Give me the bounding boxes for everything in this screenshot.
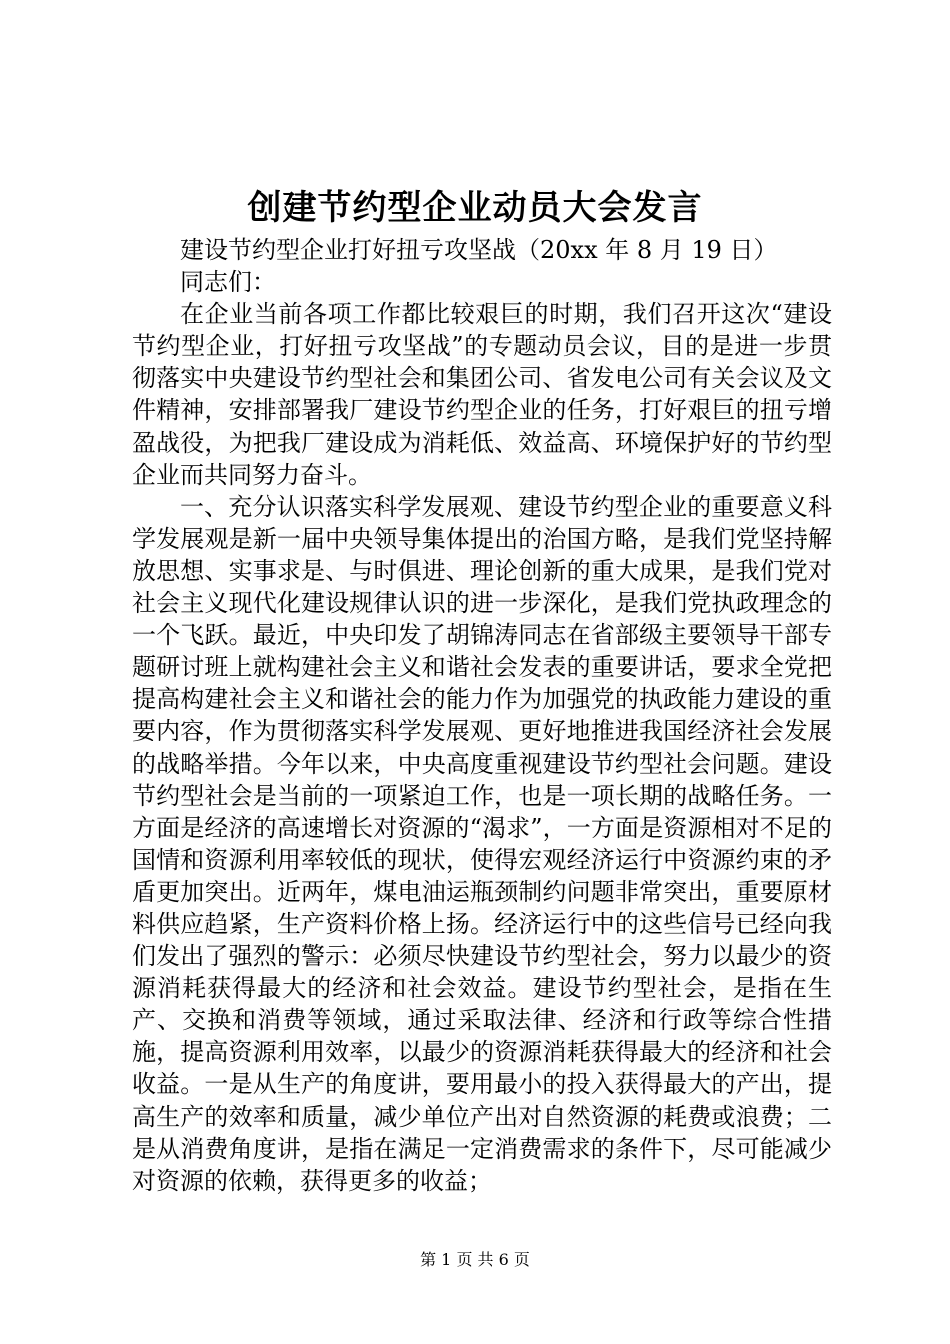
paragraph-intro: 在企业当前各项工作都比较艰巨的时期，我们召开这次“建设节约型企业，打好扭亏攻坚战”的专题动员会议，目的是进一步贯彻落实中央建设节约型社会和集团公司、省发电公司有关会议及文件精神，安排部署我厂建设节约型企业的任务，打好艰巨的扭亏增盈战役，为把我厂建设成为消耗低、效益高、环境保护好的节约型企业而共同努力奋斗。 <box>132 300 832 489</box>
greeting: 同志们： <box>180 268 276 297</box>
document-subtitle: 建设节约型企业打好扭亏攻坚战（20xx 年 8 月 19 日） <box>180 236 778 264</box>
page-number-footer: 第 1 页 共 6 页 <box>420 1250 530 1269</box>
paragraph-section-one: 一、充分认识落实科学发展观、建设节约型企业的重要意义科学发展观是新一届中央领导集体提出的治国方略，是我们党坚持解放思想、实事求是、与时俱进、理论创新的重大成果，是我们党对社会主义现代化建设规律认识的进一步深化，是我们党执政理念的一个飞跃。最近，中央印发了胡锦涛同志在省部级主要领导干部专题研讨班上就构建社会主义和谐社会发表的重要讲话，要求全党把提高构建社会主义和谐社会的能力作为加强党的执政能力建设的重要内容，作为贯彻落实科学发展观、更好地推进我国经济社会发展的战略举措。今年以来，中央高度重视建设节约型社会问题。建设节约型社会是当前的一项紧迫工作，也是一项长期的战略任务。一方面是经济的高速增长对资源的“渴求”，一方面是资源相对不足的国情和资源利用率较低的现状，使得宏观经济运行中资源约束的矛盾更加突出。近两年，煤电油运瓶颈制约问题非常突出，重要原材料供应趋紧，生产资料价格上扬。经济运行中的这些信号已经向我们发出了强烈的警示：必须尽快建设节约型社会，努力以最少的资源消耗获得最大的经济和社会效益。建设节约型社会，是指在生产、交换和消费等领域，通过采取法律、经济和行政等综合性措施，提高资源利用效率，以最少的资源消耗获得最大的经济和社会收益。一是从生产的角度讲，要用最小的投入获得最大的产出，提高生产的效率和质量，减少单位产出对自然资源的耗费或浪费；二是从消费角度讲，是指在满足一定消费需求的条件下，尽可能减少对资源的依赖，获得更多的收益； <box>132 492 832 1195</box>
document-body <box>132 234 832 1197</box>
document-title: 创建节约型企业动员大会发言 <box>247 188 703 228</box>
